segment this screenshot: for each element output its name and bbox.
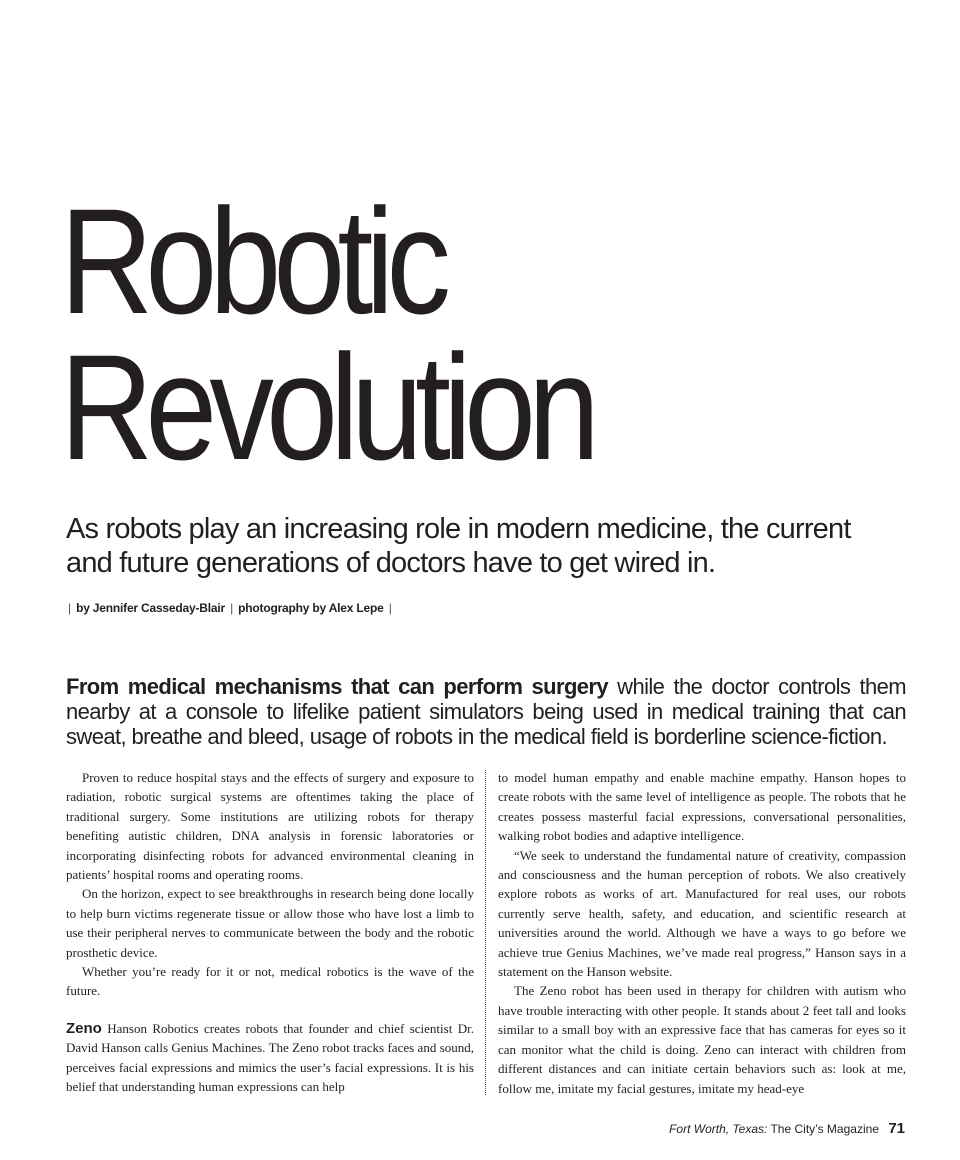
body-paragraph: Whether you’re ready for it or not, medical robotics is the wave of the future. bbox=[66, 964, 474, 999]
title-line-1: Robotic bbox=[60, 177, 444, 345]
page-number: 71 bbox=[888, 1120, 905, 1137]
body-paragraph: On the horizon, expect to see breakthroughs in research being done locally to help burn victims regenerate tissue or allow those who have lost a limb to use their peripheral nerves to communicate between the body and the robotic prosthetic device. bbox=[66, 886, 474, 960]
body-paragraph: Proven to reduce hospital stays and the effects of surgery and exposure to radiation, robotic surgical systems are oftentimes taking the place of traditional surgery. Some institutions are utilizing robots for therapy benefiting autistic children, DNA analysis in forensic laboratories or incorporating disinfecting robots for advanced environmental cleaning in patients’ hospital rooms and operating rooms. bbox=[66, 770, 474, 883]
deck-lead: From medical mechanisms that can perform surgery bbox=[66, 674, 609, 699]
body-column-left bbox=[66, 768, 474, 1097]
byline-photography: photography by Alex Lepe bbox=[238, 601, 384, 615]
body-paragraph: “We seek to understand the fundamental nature of creativity, compassion and consciousness and the human perception of robots. We also creatively explore robots as works of art. Manufactured for real uses, our robots currently serve health, safety, and education, and scientific research at universities around the world. Although we have a ways to go before we achieve true Genius Machines, we’ve made real progress,” Hanson says in a statement on the Hanson website. bbox=[498, 847, 906, 980]
byline: | by Jennifer Casseday-Blair | photography by Alex Lepe | bbox=[68, 601, 392, 615]
zeno-text: Hanson Robotics creates robots that founder and chief scientist Dr. David Hanson calls Genius Machines. The Zeno robot tracks faces and sound, perceives facial expressions and mimics the user’s facial expressions. It is his belief that understanding human expressions can help bbox=[66, 1020, 474, 1095]
article-subtitle: As robots play an increasing role in modern medicine, the current and future generations of doctors have to get wired in. bbox=[66, 513, 851, 579]
zeno-heading: Zeno bbox=[66, 1019, 102, 1037]
byline-author: by Jennifer Casseday-Blair bbox=[76, 601, 225, 615]
zeno-paragraph bbox=[66, 1019, 474, 1097]
article-title bbox=[60, 177, 593, 491]
footer-magazine: The City’s Magazine bbox=[770, 1122, 879, 1136]
body-paragraph: to model human empathy and enable machine empathy. Hanson hopes to create robots with the same level of intelligence as people. The robots that he creates possess masterful facial expressions, conversational personalities, walking robot bodies and adaptive intelligence. bbox=[498, 770, 906, 844]
title-line-2: Revolution bbox=[60, 323, 593, 491]
footer-city: Fort Worth, Texas: bbox=[669, 1122, 768, 1136]
page-footer bbox=[669, 1120, 905, 1137]
article-deck bbox=[66, 674, 906, 749]
body-column-right bbox=[498, 768, 906, 1098]
column-divider bbox=[485, 770, 486, 1095]
deck-rest: while the doctor controls them nearby at a console to lifelike patient simulators being used in medical training that can sweat, breathe and bleed, usage of robots in the medical field is borderline science-fiction. bbox=[66, 674, 906, 749]
body-paragraph: The Zeno robot has been used in therapy for children with autism who have trouble interacting with other people. It stands about 2 feet tall and looks similar to a small boy with an expressive face that has cameras for eyes so it can monitor what the child is doing. Zeno can interact with children from different distances and can initiate certain behaviors such as: look at me, follow me, imitate my facial gestures, imitate my head-eye bbox=[498, 983, 906, 1096]
